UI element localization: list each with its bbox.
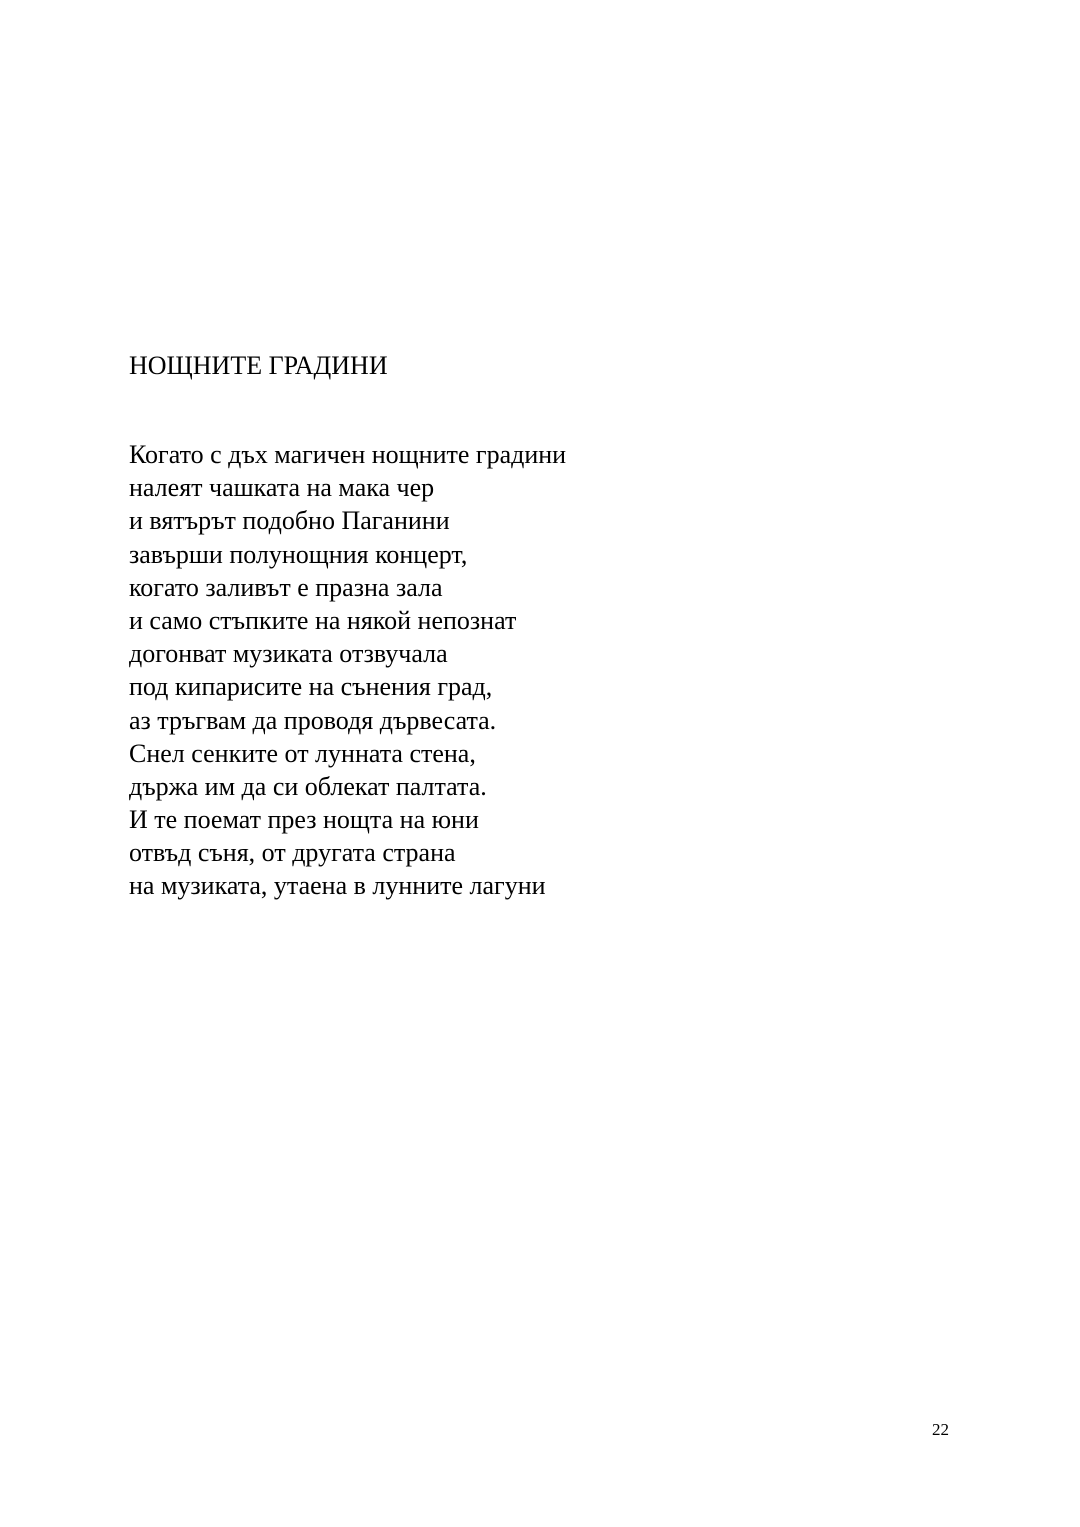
page-number: 22 [932,1420,949,1439]
poem-line: под кипарисите на сънения град, [129,672,493,702]
poem-line: догонват музиката отзвучала [129,639,448,669]
poem-line: държа им да си облекат палтата. [129,771,487,801]
poem-title: НОЩНИТЕ ГРАДИНИ [129,351,388,380]
poem-line: завърши полунощния концерт, [129,539,468,569]
poem-line: и вятърът подобно Паганини [129,506,450,536]
poem-line: И те поемат през нощта на юни [129,805,479,835]
poem-line: аз тръгвам да проводя дървесата. [129,705,497,735]
poem-line: отвъд съня, от другата страна [129,838,456,868]
poem-line: Когато с дъх магичен нощните градини [129,440,567,469]
poem-line: на музиката, утаена в лунните лагуни [129,871,546,901]
poem-line: когато заливът е празна зала [129,572,443,602]
poem-line: и само стъпките на някой непознат [129,605,517,635]
poem-line: налеят чашката на мака чер [129,473,435,503]
poem-line: Снел сенките от лунната стена, [129,738,476,768]
poem-body [129,438,566,903]
